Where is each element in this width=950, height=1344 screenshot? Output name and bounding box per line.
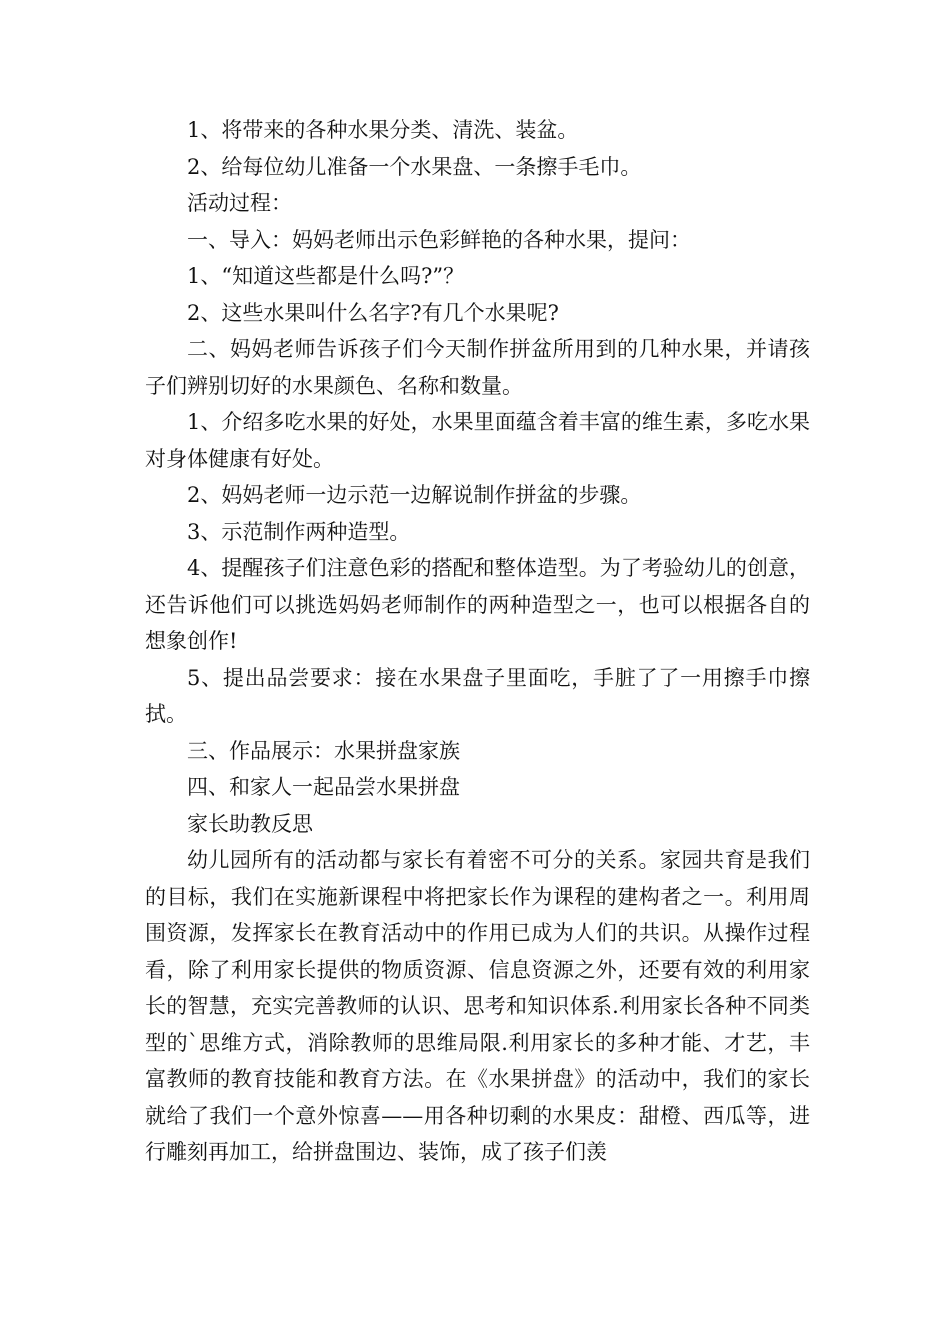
document-body — [145, 112, 810, 1171]
paragraph-step-5: 5、提出品尝要求：接在水果盘子里面吃，手脏了了一用擦手巾擦拭。 — [145, 665, 810, 726]
heading-reflection: 家长助教反思 — [187, 811, 313, 836]
paragraph-step-3: 3、示范制作两种造型。 — [187, 519, 411, 544]
paragraph-section-1: 一、导入：妈妈老师出示色彩鲜艳的各种水果，提问： — [187, 227, 691, 252]
paragraph-step-1: 1、介绍多吃水果的好处，水果里面蕴含着丰富的维生素，多吃水果对身体健康有好处。 — [145, 410, 810, 471]
heading-activity-process: 活动过程： — [187, 191, 292, 215]
paragraph-prep-1: 1、将带来的各种水果分类、清洗、装盆。 — [187, 118, 579, 142]
paragraph-section-4: 四、和家人一起品尝水果拼盘 — [187, 775, 460, 799]
paragraph-prep-2: 2、给每位幼儿准备一个水果盘、一条擦手毛巾。 — [187, 154, 642, 179]
paragraph-step-4: 4、提醒孩子们注意色彩的搭配和整体造型。为了考验幼儿的创意，还告诉他们可以挑选妈妈老师制作的两种造型之一，也可以根据各自的想象创作! — [145, 556, 810, 653]
paragraph-question-1: 1、“知道这些都是什么吗?”？ — [187, 264, 465, 288]
paragraph-question-2: 2、这些水果叫什么名字?有几个水果呢? — [187, 300, 559, 325]
paragraph-step-2: 2、妈妈老师一边示范一边解说制作拼盆的步骤。 — [187, 483, 642, 507]
paragraph-section-2: 二、妈妈老师告诉孩子们今天制作拼盆所用到的几种水果，并请孩子们辨别切好的水果颜色、名称和数量。 — [145, 337, 810, 398]
paragraph-reflection-body: 幼儿园所有的活动都与家长有着密不可分的关系。家园共育是我们的目标，我们在实施新课程中将把家长作为课程的建构者之一。利用周围资源，发挥家长在教育活动中的作用已成为人们的共识。从操作过程看，除了利用家长提供的物质资源、信息资源之外，还要有效的利用家长的智慧，充实完善教师的认识、思考和知识体系.利用家长各种不同类型的`思维方式，消除教师的思维局限.利用家长的多种才能、才艺，丰富教师的教育技能和教育方法。在《水果拼盘》的活动中，我们的家长就给了我们一个意外惊喜——用各种切剩的水果皮：甜橙、西瓜等，进行雕刻再加工，给拼盘围边、装饰，成了孩子们羡 — [145, 848, 810, 1164]
paragraph-section-3: 三、作品展示：水果拼盘家族 — [187, 738, 460, 763]
